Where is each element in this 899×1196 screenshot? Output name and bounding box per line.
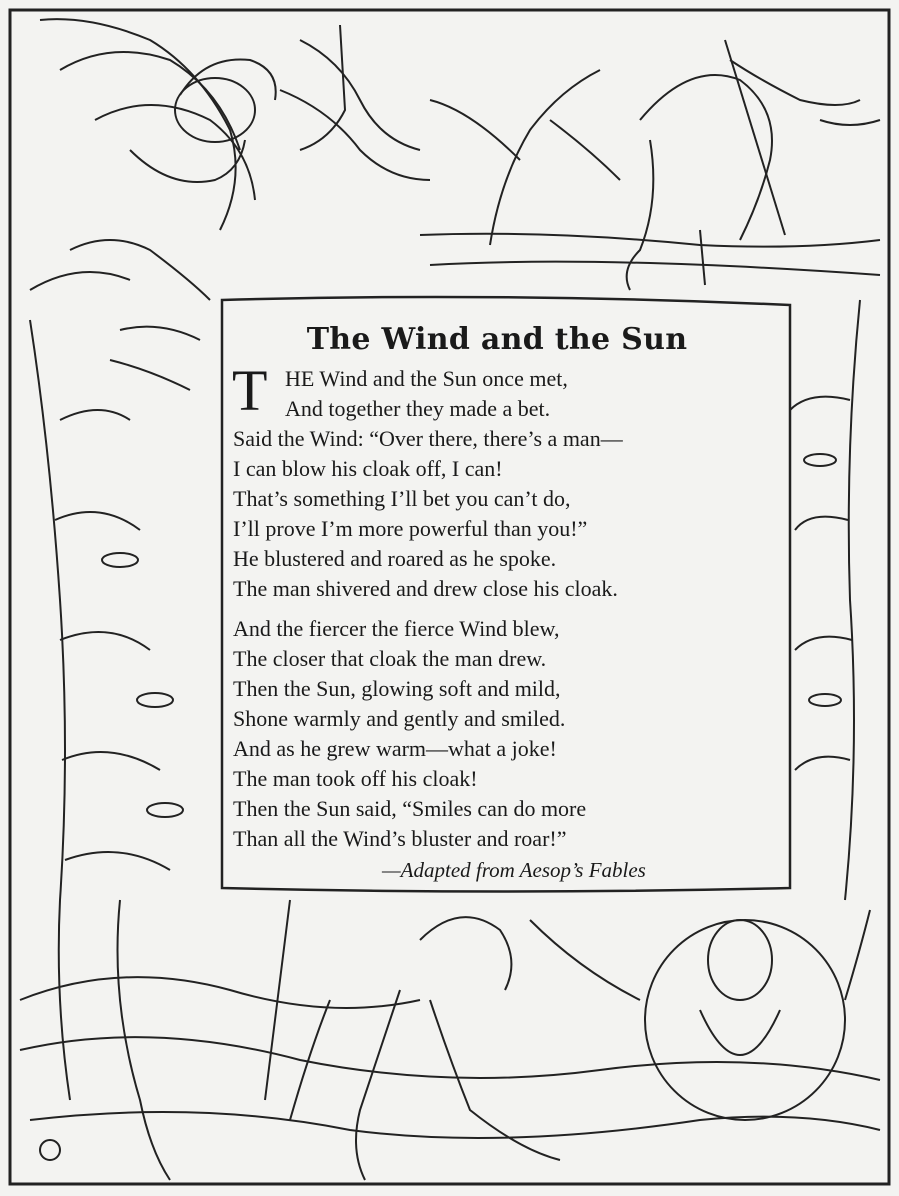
poem-line-14: The man took off his cloak! [233,766,478,791]
wind-tree-and-traveler-illustration [420,40,880,290]
poem-line-9: And the fiercer the fierce Wind blew, [233,616,560,641]
attribution: —Adapted from Aesop’s Fables [382,858,646,882]
right-vine-illustration [790,300,860,900]
left-vine-illustration [30,320,200,1100]
poem-line-5: That’s something I’ll bet you can’t do, [233,486,571,511]
poem-line-6: I’ll prove I’m more powerful than you!” [233,516,588,541]
poem-line-13: And as he grew warm—what a joke! [233,736,557,761]
poem-line-2: And together they made a bet. [285,396,551,421]
poem-line-11: Then the Sun, glowing soft and mild, [233,676,561,701]
poem-line-4: I can blow his cloak off, I can! [233,456,503,481]
poem-line-8: The man shivered and drew close his cloak. [233,576,618,601]
poem-line-10: The closer that cloak the man drew. [233,646,547,671]
poem-panel [222,312,762,902]
drop-cap: T [232,358,268,423]
poem-line-7: He blustered and roared as he spoke. [233,546,557,571]
poem-line-12: Shone warmly and gently and smiled. [233,706,566,731]
poem-line-16: Than all the Wind’s bluster and roar!” [233,826,567,851]
sun-and-traveler-illustration [20,900,880,1180]
poem-line-3: Said the Wind: “Over there, there’s a man— [233,426,623,451]
wind-figure-illustration [30,19,430,300]
poem-line-1: HE Wind and the Sun once met, [285,366,568,391]
poem-title: The Wind and the Sun [306,322,688,357]
poem-line-15: Then the Sun said, “Smiles can do more [233,796,587,821]
